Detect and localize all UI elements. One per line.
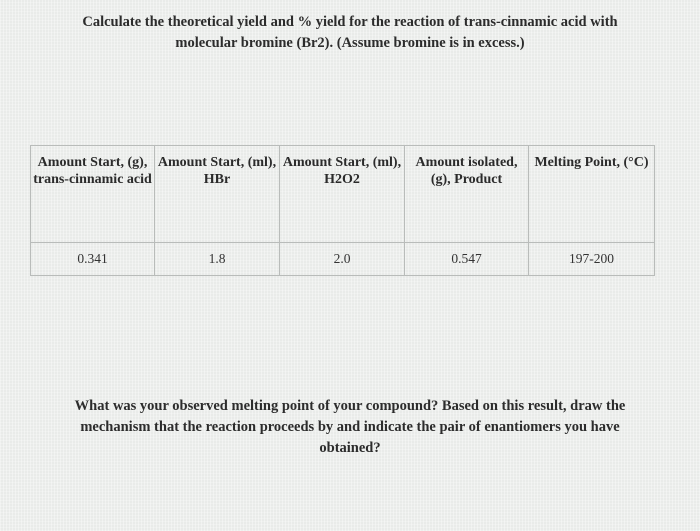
cell-melting-point: 197-200 (529, 243, 655, 276)
question-instructions (20, 12, 680, 54)
question-line: Calculate the theoretical yield and % yield for the reaction of trans-cinnamic acid with (82, 14, 618, 30)
question-melting-point (20, 396, 680, 459)
header-amount-start-cinnamic: Amount Start, (g), trans-cinnamic acid (31, 146, 155, 243)
cell-amount-start-hbr: 1.8 (155, 243, 280, 276)
header-melting-point: Melting Point, (°C) (529, 146, 655, 243)
header-amount-start-h2o2: Amount Start, (ml), H2O2 (280, 146, 405, 243)
data-table (30, 145, 655, 276)
table-header-row (31, 146, 655, 243)
cell-amount-isolated: 0.547 (405, 243, 529, 276)
cell-amount-start-h2o2: 2.0 (280, 243, 405, 276)
question-line: obtained? (319, 440, 381, 456)
header-amount-start-hbr: Amount Start, (ml), HBr (155, 146, 280, 243)
question-line: molecular bromine (Br2). (Assume bromine is in excess.) (175, 35, 525, 51)
question-line: mechanism that the reaction proceeds by and indicate the pair of enantiomers you have (80, 419, 620, 435)
table-row (31, 243, 655, 276)
header-amount-isolated: Amount isolated, (g), Product (405, 146, 529, 243)
question-line: What was your observed melting point of your compound? Based on this result, draw the (74, 398, 626, 414)
cell-amount-start-cinnamic: 0.341 (31, 243, 155, 276)
